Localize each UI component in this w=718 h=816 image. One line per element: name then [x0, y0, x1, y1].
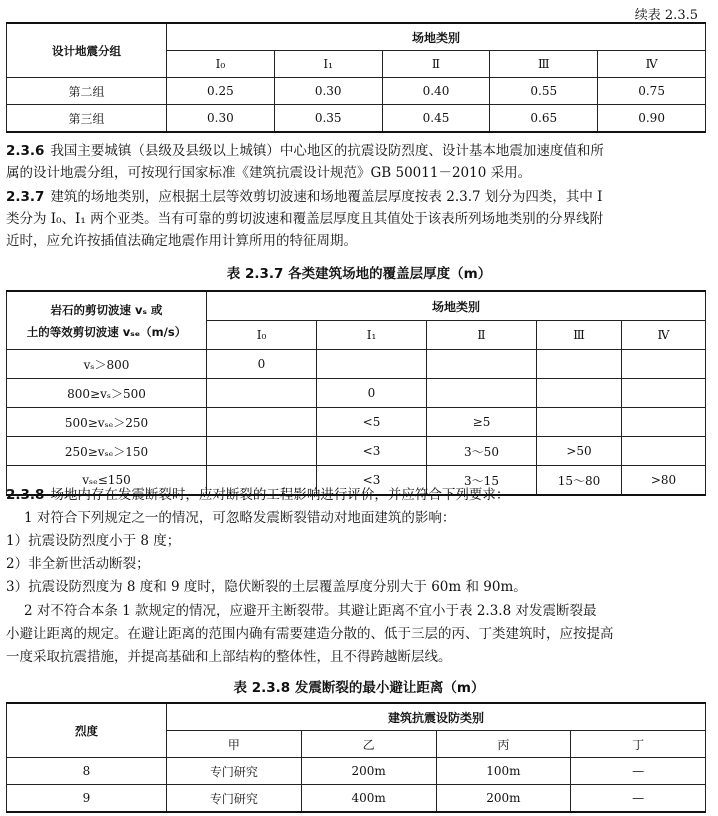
- table-cell: 100m: [436, 758, 571, 785]
- sub-item-3: 3）抗震设防烈度为 8 度和 9 度时，隐伏断裂的土层覆盖厚度分别大于 60m 和 90m。: [6, 579, 527, 595]
- column-header: I₁: [317, 321, 427, 350]
- table-cell: [207, 437, 317, 466]
- table-row: [7, 437, 706, 466]
- row-label: 8: [7, 758, 167, 785]
- column-header: Ⅲ: [537, 321, 622, 350]
- table-cell: 0.35: [274, 105, 382, 133]
- table-cell: 0.25: [167, 78, 275, 105]
- table-cell: 3～15: [427, 466, 537, 496]
- table-cell: 200m: [436, 785, 571, 813]
- table-2-3-5-continued: [6, 22, 706, 133]
- table-cell: [622, 379, 706, 408]
- column-header: Ⅱ: [427, 321, 537, 350]
- fortification-category-header: 建筑抗震设防类别: [167, 703, 706, 731]
- section-2-3-6: [6, 140, 712, 184]
- table-2-3-8: [6, 702, 706, 813]
- table-cell: [427, 379, 537, 408]
- table-cell: 0.75: [598, 78, 706, 105]
- column-header: I₁: [274, 51, 382, 78]
- table-cell: 0: [317, 379, 427, 408]
- table-cell: [622, 437, 706, 466]
- clause-item-2: 2 对不符合本条 1 款规定的情况，应避开主断裂带。其避让距离不宜小于表 2.3.8 对发震断裂最: [24, 603, 597, 619]
- sub-item-1: 1）抗震设防烈度小于 8 度；: [6, 533, 181, 549]
- table-cell: 0.45: [382, 105, 490, 133]
- table-cell: <3: [317, 437, 427, 466]
- column-header: I₀: [207, 321, 317, 350]
- column-header: 甲: [167, 731, 302, 758]
- table-cell: [622, 350, 706, 379]
- site-class-header: 场地类别: [207, 291, 706, 321]
- row-label: 9: [7, 785, 167, 813]
- table-cell: ≥5: [427, 408, 537, 437]
- paragraph-text: 类分为 I₀、I₁ 两个亚类。当有可靠的剪切波速和覆盖层厚度且其值处于该表所列场地类别的分界线附: [6, 211, 604, 227]
- row-label: 800≥vₛ＞500: [7, 379, 207, 408]
- table-cell: 0.40: [382, 78, 490, 105]
- table-cell: 专门研究: [167, 758, 302, 785]
- sub-item-2: 2）非全新世活动断裂；: [6, 556, 150, 572]
- row-label: vₛₑ≤150: [7, 466, 207, 496]
- row-label: 500≥vₛₑ＞250: [7, 408, 207, 437]
- section-2-3-8: [6, 484, 712, 506]
- table-cell: 0.30: [167, 105, 275, 133]
- row-label: 250≥vₛₑ＞150: [7, 437, 207, 466]
- table-cell: —: [571, 785, 706, 813]
- table-cell: 0.90: [598, 105, 706, 133]
- table-row: [7, 350, 706, 379]
- table-cell: 400m: [301, 785, 436, 813]
- table-cell: [207, 408, 317, 437]
- continued-table-label: 续表 2.3.5: [634, 8, 698, 23]
- table-cell: [537, 379, 622, 408]
- paragraph-text: 近时，应允许按插值法确定地震作用计算所用的特征周期。: [6, 233, 357, 249]
- table-row: [7, 379, 706, 408]
- section-number: 2.3.7: [6, 189, 45, 205]
- row-label: 第三组: [7, 105, 167, 133]
- paragraph-text: 属的设计地震分组，可按现行国家标准《建筑抗震设计规范》GB 50011－2010 采用。: [6, 165, 532, 181]
- section-2-3-7: [6, 186, 712, 252]
- header-line: 土的等效剪切波速 vₛₑ（m/s）: [26, 324, 187, 339]
- column-header: Ⅳ: [598, 51, 706, 78]
- table-row: [7, 785, 706, 813]
- column-header: 丙: [436, 731, 571, 758]
- table-cell: 0.55: [490, 78, 598, 105]
- table-row: [7, 758, 706, 785]
- table-row: [7, 408, 706, 437]
- section-number: 2.3.6: [6, 143, 45, 159]
- table-cell: <3: [317, 466, 427, 496]
- column-header: Ⅱ: [382, 51, 490, 78]
- paragraph-text: 我国主要城镇（县级及县级以上城镇）中心地区的抗震设防烈度、设计基本地震加速度值和所: [50, 143, 604, 159]
- table-cell: [207, 379, 317, 408]
- table-cell: 专门研究: [167, 785, 302, 813]
- table-cell: —: [571, 758, 706, 785]
- row-label: 第二组: [7, 78, 167, 105]
- wave-velocity-header: [7, 291, 207, 350]
- header-line: 岩石的剪切波速 vₛ 或: [50, 302, 163, 317]
- section-number: 2.3.8: [6, 487, 45, 503]
- table-cell: 0.65: [490, 105, 598, 133]
- table-cell: [317, 350, 427, 379]
- table-cell: [427, 350, 537, 379]
- table-cell: [537, 350, 622, 379]
- table-cell: [537, 408, 622, 437]
- paragraph-text: 一度采取抗震措施，并提高基础和上部结构的整体性，且不得跨越断层线。: [6, 649, 452, 665]
- paragraph-text: 建筑的场地类别，应根据土层等效剪切波速和场地覆盖层厚度按表 2.3.7 划分为四类，其中 I: [50, 189, 603, 205]
- table-row: [7, 78, 706, 105]
- table-2-3-8-caption: 表 2.3.8 发震断裂的最小避让距离（m）: [233, 680, 485, 696]
- column-header: Ⅲ: [490, 51, 598, 78]
- column-header: 乙: [301, 731, 436, 758]
- table-row: [7, 105, 706, 133]
- intensity-header: 烈度: [7, 703, 167, 758]
- row-label: vₛ＞800: [7, 350, 207, 379]
- paragraph-text: 场地内存在发震断裂时，应对断裂的工程影响进行评价，并应符合下列要求：: [50, 487, 510, 503]
- table-cell: 0.30: [274, 78, 382, 105]
- table-2-3-7: [6, 290, 706, 496]
- table-cell: >80: [622, 466, 706, 496]
- table-cell: 15～80: [537, 466, 622, 496]
- table-cell: 3～50: [427, 437, 537, 466]
- design-group-header: 设计地震分组: [7, 23, 167, 78]
- site-class-header: 场地类别: [167, 23, 706, 51]
- paragraph-text: 小避让距离的规定。在避让距离的范围内确有需要建造分散的、低于三层的丙、丁类建筑时，应按提高: [6, 626, 614, 642]
- column-header: 丁: [571, 731, 706, 758]
- table-cell: 0: [207, 350, 317, 379]
- table-cell: >50: [537, 437, 622, 466]
- table-cell: <5: [317, 408, 427, 437]
- column-header: Ⅳ: [622, 321, 706, 350]
- table-cell: [622, 408, 706, 437]
- table-2-3-7-caption: 表 2.3.7 各类建筑场地的覆盖层厚度（m）: [226, 266, 492, 282]
- clause-item-1: 1 对符合下列规定之一的情况，可忽略发震断裂错动对地面建筑的影响：: [24, 510, 456, 526]
- table-cell: 200m: [301, 758, 436, 785]
- column-header: I₀: [167, 51, 275, 78]
